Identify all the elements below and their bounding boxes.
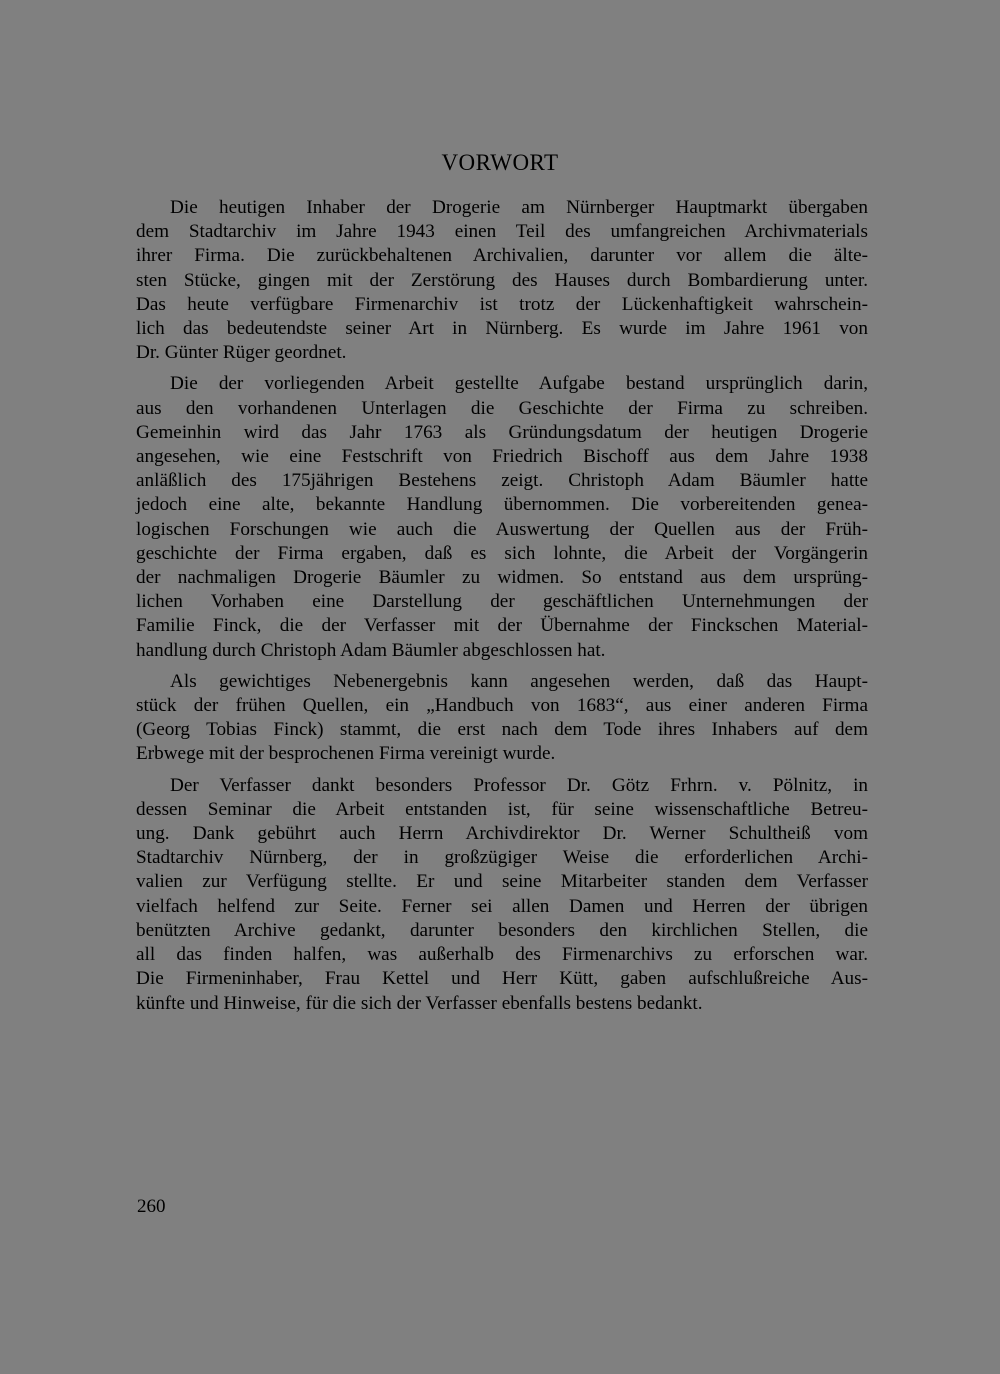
text-line: Die Firmeninhaber, Frau Kettel und Herr Kütt, gaben aufschlußreiche Aus- bbox=[136, 968, 868, 990]
paragraph bbox=[136, 670, 868, 767]
text-line: (Georg Tobias Finck) stammt, die erst nach dem Tode ihres Inhabers auf dem bbox=[136, 719, 868, 741]
foreword-text bbox=[136, 196, 868, 1023]
text-line: der nachmaligen Drogerie Bäumler zu widmen. So entstand aus dem ursprüng- bbox=[136, 567, 868, 589]
page-title: VORWORT bbox=[441, 150, 559, 175]
text-line: Stadtarchiv Nürnberg, der in großzügiger Weise die erforderlichen Archi- bbox=[136, 847, 868, 869]
text-line: anläßlich des 175jährigen Bestehens zeigt. Christoph Adam Bäumler hatte bbox=[136, 470, 868, 492]
text-line: Der Verfasser dankt besonders Professor Dr. Götz Frhrn. v. Pölnitz, in bbox=[170, 774, 868, 796]
text-line: stück der frühen Quellen, ein „Handbuch von 1683“, aus einer anderen Firma bbox=[136, 695, 868, 717]
text-line: Als gewichtiges Nebenergebnis kann angesehen werden, daß das Haupt- bbox=[170, 670, 868, 692]
paragraph bbox=[136, 196, 868, 365]
text-line: geschichte der Firma ergaben, daß es sich lohnte, die Arbeit der Vorgängerin bbox=[136, 542, 868, 564]
text-line: dessen Seminar die Arbeit entstanden ist, für seine wissenschaftliche Betreu- bbox=[136, 798, 868, 820]
text-line: valien zur Verfügung stellte. Er und seine Mitarbeiter standen dem Verfasser bbox=[136, 871, 868, 893]
page-number: 260 bbox=[137, 1196, 166, 1217]
text-line: logischen Forschungen wie auch die Auswertung der Quellen aus der Früh- bbox=[136, 518, 868, 540]
paragraph bbox=[136, 774, 868, 1016]
text-line: Dr. Günter Rüger geordnet. bbox=[136, 342, 347, 364]
text-line: Das heute verfügbare Firmenarchiv ist trotz der Lückenhaftigkeit wahrschein- bbox=[136, 293, 868, 315]
paragraph bbox=[136, 372, 868, 662]
text-line: vielfach helfend zur Seite. Ferner sei allen Damen und Herren der übrigen bbox=[136, 895, 868, 917]
text-line: lich das bedeutendste seiner Art in Nürnberg. Es wurde im Jahre 1961 von bbox=[136, 318, 868, 340]
text-line: Gemeinhin wird das Jahr 1763 als Gründungsdatum der heutigen Drogerie bbox=[136, 421, 868, 443]
text-line: Die der vorliegenden Arbeit gestellte Aufgabe bestand ursprünglich darin, bbox=[170, 373, 868, 395]
text-line: benützten Archive gedankt, darunter besonders den kirchlichen Stellen, die bbox=[136, 919, 868, 941]
text-line: handlung durch Christoph Adam Bäumler abgeschlossen hat. bbox=[136, 639, 606, 661]
text-line: Familie Finck, die der Verfasser mit der Übernahme der Finckschen Material- bbox=[136, 615, 868, 637]
text-line: ihrer Firma. Die zurückbehaltenen Archivalien, darunter vor allem die älte- bbox=[136, 245, 868, 267]
text-line: Erbwege mit der besprochenen Firma vereinigt wurde. bbox=[136, 743, 556, 765]
text-line: Die heutigen Inhaber der Drogerie am Nürnberger Hauptmarkt übergaben bbox=[170, 197, 868, 218]
text-line: jedoch eine alte, bekannte Handlung übernommen. Die vorbereitenden genea- bbox=[136, 494, 868, 516]
text-line: angesehen, wie eine Festschrift von Friedrich Bischoff aus dem Jahre 1938 bbox=[136, 446, 868, 468]
text-line: dem Stadtarchiv im Jahre 1943 einen Teil des umfangreichen Archivmaterials bbox=[136, 221, 868, 243]
text-line: lichen Vorhaben eine Darstellung der geschäftlichen Unternehmungen der bbox=[136, 591, 868, 613]
text-line: ung. Dank gebührt auch Herrn Archivdirektor Dr. Werner Schultheiß vom bbox=[136, 823, 868, 845]
text-line: sten Stücke, gingen mit der Zerstörung des Hauses durch Bombardierung unter. bbox=[136, 269, 868, 291]
text-line: all das finden halfen, was außerhalb des Firmenarchivs zu erforschen war. bbox=[136, 944, 868, 966]
text-line: künfte und Hinweise, für die sich der Verfasser ebenfalls bestens bedankt. bbox=[136, 992, 703, 1014]
text-line: aus den vorhandenen Unterlagen die Geschichte der Firma zu schreiben. bbox=[136, 397, 868, 419]
